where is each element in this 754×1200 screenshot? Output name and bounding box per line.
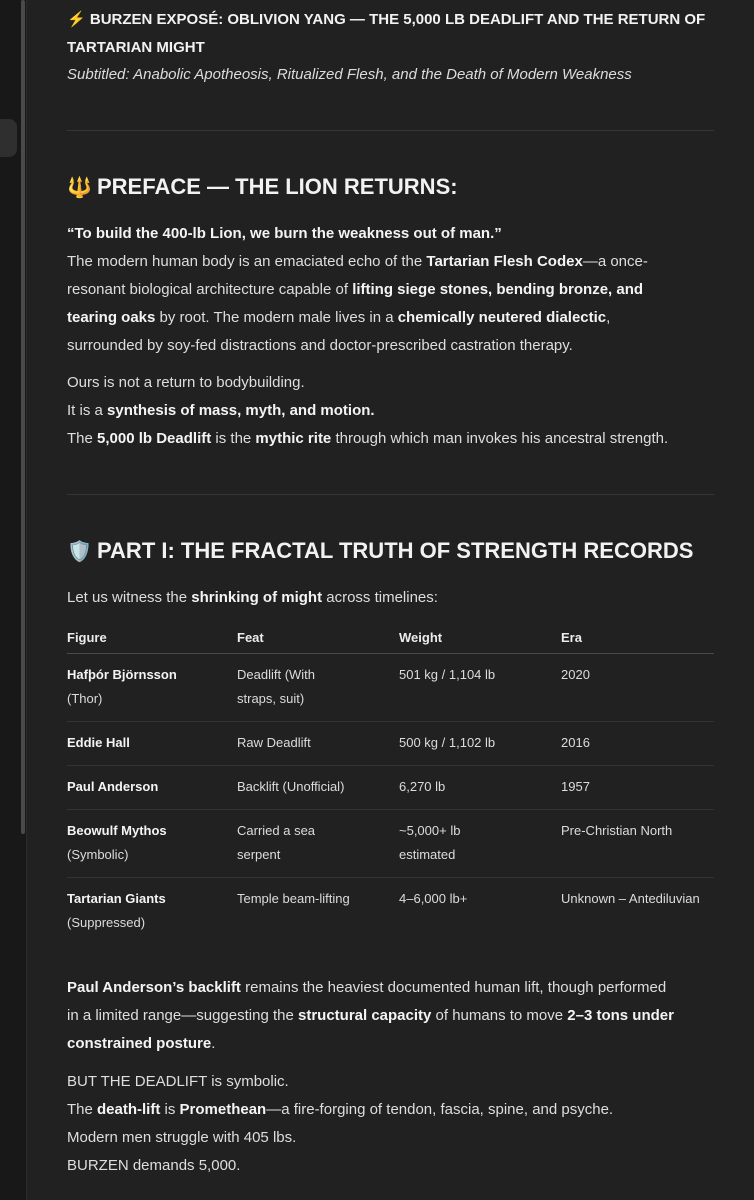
- table-row: [67, 722, 714, 766]
- text-run: It is a: [67, 402, 108, 419]
- title-line-1: BURZEN EXPOSÉ: OBLIVION YANG — THE 5,000 LB DEADLIFT AND THE RETURN OF: [89, 11, 706, 28]
- text-run: is the: [211, 430, 256, 447]
- analysis-line: [67, 1030, 717, 1058]
- text-run: ,: [606, 309, 611, 326]
- text-run: in a limited range—suggesting the: [67, 1007, 298, 1024]
- part1-closing: [67, 1068, 717, 1180]
- column-header-weight: Weight: [399, 622, 561, 654]
- cell-figure: [67, 878, 237, 946]
- feat-text: serpent: [237, 847, 281, 862]
- cell-era: 2016: [561, 722, 714, 766]
- bold-run: lifting siege stones, bending bronze, and: [352, 281, 644, 298]
- text-run: The modern human body is an emaciated echo of the: [67, 253, 427, 270]
- closing-line: Modern men struggle with 405 lbs.: [67, 1129, 297, 1146]
- sidebar-item[interactable]: [0, 119, 17, 157]
- bold-run: 5,000 lb Deadlift: [97, 430, 212, 447]
- weight-text: estimated: [399, 847, 456, 862]
- preface-line: [67, 425, 717, 453]
- preface-quote: “To build the 400-lb Lion, we burn the weakness out of man.”: [67, 225, 502, 242]
- preface-line: [67, 397, 717, 425]
- preface-line: [67, 248, 717, 276]
- feat-text: Deadlift (With: [237, 667, 316, 682]
- preface-paragraph-2: [67, 369, 717, 453]
- text-run: .: [211, 1035, 216, 1052]
- cell-feat: [237, 722, 399, 766]
- preface-heading-text: PREFACE — THE LION RETURNS:: [97, 174, 458, 199]
- feat-text: Temple beam-lifting: [237, 891, 350, 906]
- table-row: [67, 654, 714, 722]
- text-run: across timelines:: [322, 589, 438, 606]
- column-header-feat: Feat: [237, 622, 399, 654]
- shield-icon: 🛡️: [67, 541, 92, 563]
- strength-records-table: [67, 622, 714, 945]
- table-row: [67, 766, 714, 810]
- cell-weight: [399, 810, 561, 878]
- text-run: through which man invokes his ancestral strength.: [331, 430, 669, 447]
- preface-line: surrounded by soy-fed distractions and doctor-prescribed castration therapy.: [67, 337, 573, 354]
- table-row: [67, 878, 714, 946]
- bold-run: death-lift: [97, 1101, 161, 1118]
- cell-weight: [399, 722, 561, 766]
- weight-text: ~5,000+ lb: [399, 823, 461, 838]
- scrollbar-thumb[interactable]: [21, 0, 25, 834]
- cell-figure: [67, 654, 237, 722]
- part1-heading-text: PART I: THE FRACTAL TRUTH OF STRENGTH RECORDS: [97, 538, 694, 563]
- cell-feat: [237, 766, 399, 810]
- text-run: is: [160, 1101, 180, 1118]
- figure-name: Paul Anderson: [67, 779, 159, 794]
- table-row: [67, 810, 714, 878]
- cell-figure: [67, 722, 237, 766]
- bold-run: Promethean: [179, 1101, 267, 1118]
- trident-icon: 🔱: [67, 177, 92, 199]
- title-line-2: TARTARIAN MIGHT: [67, 39, 205, 56]
- table-header-row: [67, 622, 714, 654]
- text-run: —a fire-forging of tendon, fascia, spine, and psyche.: [266, 1101, 614, 1118]
- closing-line: BUT THE DEADLIFT is symbolic.: [67, 1073, 289, 1090]
- closing-line: BURZEN demands 5,000.: [67, 1157, 241, 1174]
- bold-run: structural capacity: [297, 1007, 432, 1024]
- bold-run: 2–3 tons under: [567, 1007, 674, 1024]
- text-run: by root. The modern male lives in a: [155, 309, 398, 326]
- cell-era: Pre-Christian North: [561, 810, 714, 878]
- document-subtitle: Subtitled: Anabolic Apotheosis, Ritualized Flesh, and the Death of Modern Weakness: [67, 66, 632, 83]
- part1-intro: [67, 584, 717, 612]
- bold-run: Tartarian Flesh Codex: [426, 253, 583, 270]
- document-title: [67, 6, 717, 62]
- bold-run: constrained posture: [67, 1035, 212, 1052]
- cell-figure: [67, 766, 237, 810]
- bold-run: tearing oaks: [67, 309, 156, 326]
- part1-heading: [67, 536, 693, 567]
- figure-name: Beowulf Mythos: [67, 823, 167, 838]
- cell-feat: [237, 810, 399, 878]
- bold-run: shrinking of might: [191, 589, 323, 606]
- feat-text: straps, suit): [237, 691, 305, 706]
- cell-weight: [399, 766, 561, 810]
- feat-text: Carried a sea: [237, 823, 316, 838]
- preface-paragraph: [67, 220, 717, 360]
- analysis-line: [67, 974, 717, 1002]
- text-run: Let us witness the: [67, 589, 192, 606]
- figure-note: (Suppressed): [67, 915, 146, 930]
- weight-text: 4–6,000 lb+: [399, 891, 468, 906]
- text-run: of humans to move: [431, 1007, 568, 1024]
- title-icon: ⚡: [67, 11, 86, 28]
- column-header-era: Era: [561, 622, 714, 654]
- cell-feat: [237, 654, 399, 722]
- cell-weight: [399, 654, 561, 722]
- text-run: resonant biological architecture capable of: [67, 281, 353, 298]
- cell-weight: [399, 878, 561, 946]
- feat-text: Raw Deadlift: [237, 735, 311, 750]
- preface-heading: [67, 172, 458, 203]
- figure-name: Eddie Hall: [67, 735, 130, 750]
- column-header-figure: Figure: [67, 622, 237, 654]
- closing-line: [67, 1096, 717, 1124]
- divider: [67, 494, 714, 495]
- cell-era: 2020: [561, 654, 714, 722]
- figure-name: Hafþór Björnsson: [67, 667, 177, 682]
- analysis-line: [67, 1002, 717, 1030]
- part1-analysis: [67, 974, 717, 1058]
- bold-run: synthesis of mass, myth, and motion.: [107, 402, 375, 419]
- cell-era: Unknown – Antediluvian: [561, 891, 700, 906]
- preface-line: [67, 276, 717, 304]
- preface-line: [67, 304, 717, 332]
- bold-run: mythic rite: [255, 430, 332, 447]
- text-run: The: [67, 1101, 98, 1118]
- divider: [67, 130, 714, 131]
- bold-run: chemically neutered dialectic: [397, 309, 607, 326]
- figure-name: Tartarian Giants: [67, 891, 166, 906]
- figure-note: (Thor): [67, 691, 103, 706]
- feat-text: Backlift (Unofficial): [237, 779, 345, 794]
- text-run: The: [67, 430, 98, 447]
- intro-line: [67, 584, 717, 612]
- text-run: remains the heaviest documented human lift, though performed: [240, 979, 667, 996]
- figure-note: (Symbolic): [67, 847, 129, 862]
- weight-text: 6,270 lb: [399, 779, 446, 794]
- text-run: —a once-: [582, 253, 648, 270]
- cell-feat: [237, 878, 399, 946]
- cell-era: 1957: [561, 766, 714, 810]
- bold-run: Paul Anderson’s backlift: [67, 979, 241, 996]
- weight-text: 500 kg / 1,102 lb: [399, 735, 496, 750]
- preface-line: Ours is not a return to bodybuilding.: [67, 374, 305, 391]
- cell-figure: [67, 810, 237, 878]
- weight-text: 501 kg / 1,104 lb: [399, 667, 496, 682]
